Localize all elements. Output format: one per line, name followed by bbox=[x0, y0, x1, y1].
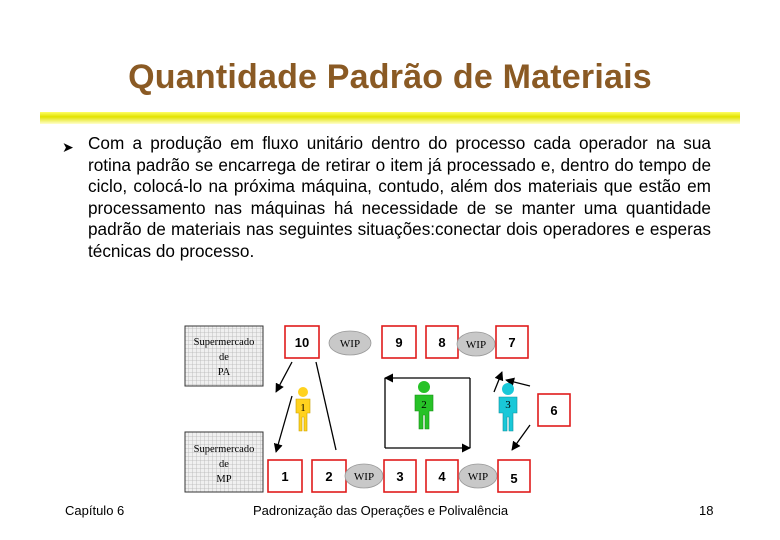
wip-top-left bbox=[329, 331, 371, 355]
svg-text:WIP: WIP bbox=[465, 339, 487, 351]
station-3 bbox=[384, 460, 416, 492]
svg-text:10: 10 bbox=[294, 335, 310, 350]
station-2 bbox=[312, 460, 346, 492]
wip-top-right bbox=[457, 332, 495, 356]
supermarket-pa-line3: PA bbox=[217, 367, 231, 378]
station-8 bbox=[426, 326, 458, 358]
arrow-op1-right bbox=[316, 362, 336, 450]
arrow-op3-down bbox=[512, 425, 530, 450]
flow-arrows bbox=[276, 362, 530, 452]
bullet-arrow-icon: ➤ bbox=[62, 139, 74, 155]
svg-text:2: 2 bbox=[325, 469, 333, 484]
supermarket-pa-line1: Supermercado bbox=[193, 337, 255, 348]
footer-page-number: 18 bbox=[699, 503, 714, 518]
operator-1-number: 1 bbox=[300, 402, 306, 414]
svg-text:5: 5 bbox=[510, 471, 518, 486]
station-6 bbox=[538, 394, 570, 426]
wip-bottom-left bbox=[345, 464, 383, 488]
supermarket-mp-line1: Supermercado bbox=[193, 444, 255, 455]
station-7 bbox=[496, 326, 528, 358]
svg-text:9: 9 bbox=[395, 335, 403, 350]
supermarket-pa-line2: de bbox=[219, 352, 229, 363]
footer-course: Padronização das Operações e Polivalência bbox=[253, 503, 509, 518]
supermarket-pa bbox=[185, 326, 263, 386]
svg-text:6: 6 bbox=[550, 403, 558, 418]
supermarket-mp-line2: de bbox=[219, 459, 229, 470]
operator-2-number: 2 bbox=[421, 399, 427, 411]
operator-1 bbox=[296, 387, 310, 431]
supermarket-mp bbox=[185, 432, 263, 492]
bullet-text: Com a produção em fluxo unitário dentro do processo cada operador na sua rotina padrão se encarrega de retirar o item já processado e, dentro do tempo de ciclo, colocá-lo na próxima máquina, contudo, além dos materiais que estão em processamento nas máquinas há necessidade de se manter uma quantidade padrão de materiais nas seguintes situações:conectar dois operadores e esperas técnicas do processo. bbox=[88, 133, 711, 261]
station-4 bbox=[426, 460, 458, 492]
arrow-op1-up bbox=[276, 362, 292, 392]
svg-text:WIP: WIP bbox=[339, 338, 361, 350]
svg-text:1: 1 bbox=[281, 469, 289, 484]
arrow-op3-up bbox=[494, 372, 502, 392]
svg-text:3: 3 bbox=[396, 469, 404, 484]
svg-text:8: 8 bbox=[438, 335, 446, 350]
wip-bottom-right bbox=[459, 464, 497, 488]
station-5 bbox=[498, 460, 530, 492]
svg-text:WIP: WIP bbox=[353, 471, 375, 483]
footer-chapter: Capítulo 6 bbox=[65, 503, 125, 518]
station-10 bbox=[285, 326, 319, 358]
arrow-op1-down bbox=[276, 396, 292, 452]
supermarket-mp-line3: MP bbox=[216, 474, 232, 485]
slide-title: Quantidade Padrão de Materiais bbox=[128, 58, 652, 96]
svg-text:WIP: WIP bbox=[467, 471, 489, 483]
svg-text:7: 7 bbox=[508, 335, 516, 350]
svg-text:4: 4 bbox=[438, 469, 446, 484]
operator-2 bbox=[415, 381, 433, 429]
station-9 bbox=[382, 326, 416, 358]
operator-3-number: 3 bbox=[505, 399, 511, 411]
station-1 bbox=[268, 460, 302, 492]
operator-3 bbox=[499, 383, 517, 431]
